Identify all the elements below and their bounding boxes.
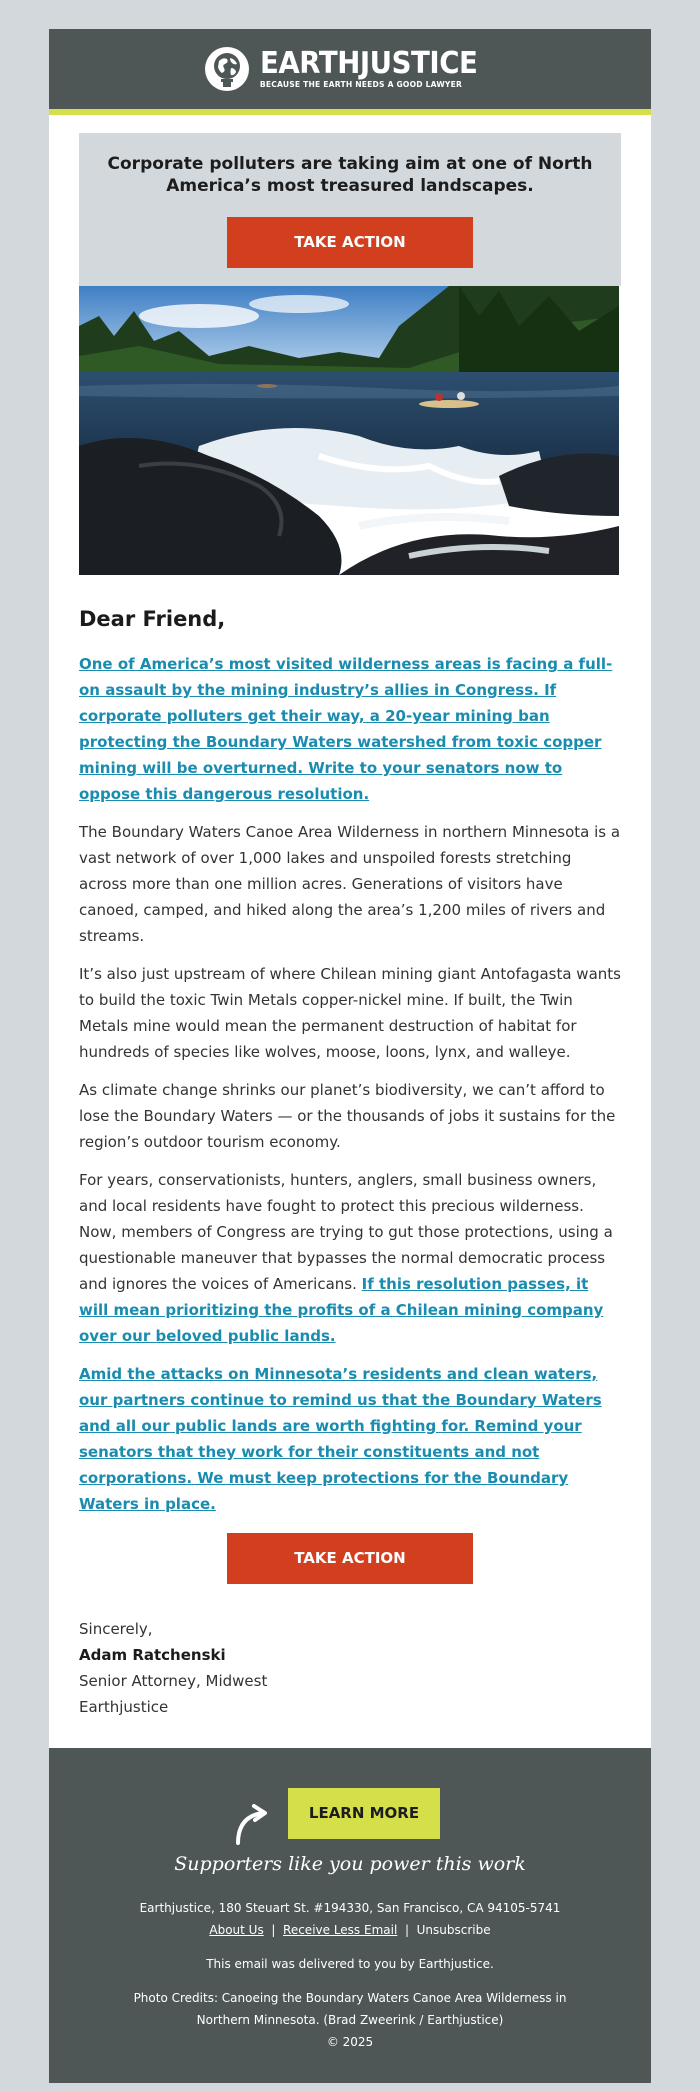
paragraph-protections-text: For years, conservationists, hunters, anglers, small business owners, and local residents have fought to protect this precious wilderness. Now, members of Congress are trying to gut those protections, using a questionable maneuver that bypasses the normal democratic process and ignores the voices of Americans.	[79, 1171, 613, 1293]
intro-paragraph	[79, 651, 621, 807]
learn-more-row	[55, 1788, 617, 1839]
hero-headline: Corporate polluters are taking aim at one of North America’s most treasured landscapes.	[107, 154, 593, 196]
paragraph-twin-metals: It’s also just upstream of where Chilean mining giant Antofagasta wants to build the toxic Twin Metals copper-nickel mine. If built, the Twin Metals mine would mean the permanent destruction of habitat for hundreds of species like wolves, moose, loons, lynx, and walleye.	[79, 965, 621, 1061]
intro-action-link[interactable]: One of America’s most visited wilderness areas is facing a full-on assault by the mining industry’s allies in Congress. If corporate polluters get their way, a 20-year mining ban protecting the Boundary Waters watershed from toxic copper mining will be overturned. Write to your senators now to oppose this dangerous resolution.	[79, 655, 613, 803]
take-action-button-top[interactable]: TAKE ACTION	[227, 217, 473, 268]
photo-credits: Photo Credits: Canoeing the Boundary Waters Canoe Area Wilderness in Northern Minnesota. (Brad Zweerink / Earthjustice)	[133, 1991, 567, 2027]
email-header	[49, 29, 651, 115]
paragraph-protections	[79, 1167, 621, 1349]
brand-tagline: BECAUSE THE EARTH NEEDS A GOOD LAWYER	[259, 80, 463, 89]
copyright: © 2025	[326, 2035, 374, 2049]
closing: Sincerely,	[79, 1620, 153, 1638]
hero-banner	[79, 133, 621, 286]
receive-less-email-link[interactable]: Receive Less Email	[283, 1923, 398, 1937]
curved-arrow-icon	[232, 1803, 272, 1845]
footer-links	[69, 1919, 631, 1941]
email-content	[49, 115, 651, 1748]
resolution-link[interactable]: If this resolution passes, it will mean prioritizing the profits of a Chilean mining company over our beloved public lands.	[79, 1275, 604, 1345]
link-separator: |	[271, 1923, 276, 1937]
greeting: Dear Friend,	[79, 607, 226, 631]
delivered-notice: This email was delivered to you by Earthjustice.	[206, 1957, 494, 1971]
remind-senators-link[interactable]: Amid the attacks on Minnesota’s residents and clean waters, our partners continue to remind us that the Boundary Waters and all our public lands are worth fighting for. Remind your senators that they work for their constituents and not corporations. We must keep protections for the Boundary Waters in place.	[79, 1365, 602, 1513]
supporters-tagline: Supporters like you power this work	[174, 1853, 526, 1875]
signature	[79, 1616, 621, 1748]
email-footer	[49, 1748, 651, 2083]
brand-logo[interactable]	[260, 48, 496, 90]
hero-photo-river-canoe[interactable]	[79, 286, 619, 575]
paragraph-boundary-waters: The Boundary Waters Canoe Area Wilderness in northern Minnesota is a vast network of over 1,000 lakes and unspoiled forests stretching across more than one million acres. Generations of visitors have canoed, camped, and hiked along the area’s 1,200 miles of rivers and streams.	[79, 823, 621, 945]
signer-org: Earthjustice	[79, 1698, 169, 1716]
learn-more-button[interactable]: LEARN MORE	[288, 1788, 440, 1839]
about-us-link[interactable]: About Us	[209, 1923, 264, 1937]
footer-address: Earthjustice, 180 Steuart St. #194330, San Francisco, CA 94105-5741	[139, 1901, 561, 1915]
link-separator: |	[404, 1923, 409, 1937]
paragraph-partners	[79, 1361, 621, 1517]
paragraph-climate: As climate change shrinks our planet’s biodiversity, we can’t afford to lose the Boundary Waters — or the thousands of jobs it sustains for the region’s outdoor tourism economy.	[79, 1081, 616, 1151]
brand-name: EARTHJUSTICE	[259, 46, 478, 81]
signer-name: Adam Ratchenski	[79, 1646, 226, 1664]
globe-logo-icon	[204, 46, 250, 92]
cta-wrapper	[79, 1533, 621, 1584]
email-container	[49, 29, 651, 2083]
unsubscribe-link[interactable]: Unsubscribe	[416, 1923, 491, 1937]
signer-title: Senior Attorney, Midwest	[79, 1672, 268, 1690]
take-action-button-bottom[interactable]: TAKE ACTION	[227, 1533, 473, 1584]
